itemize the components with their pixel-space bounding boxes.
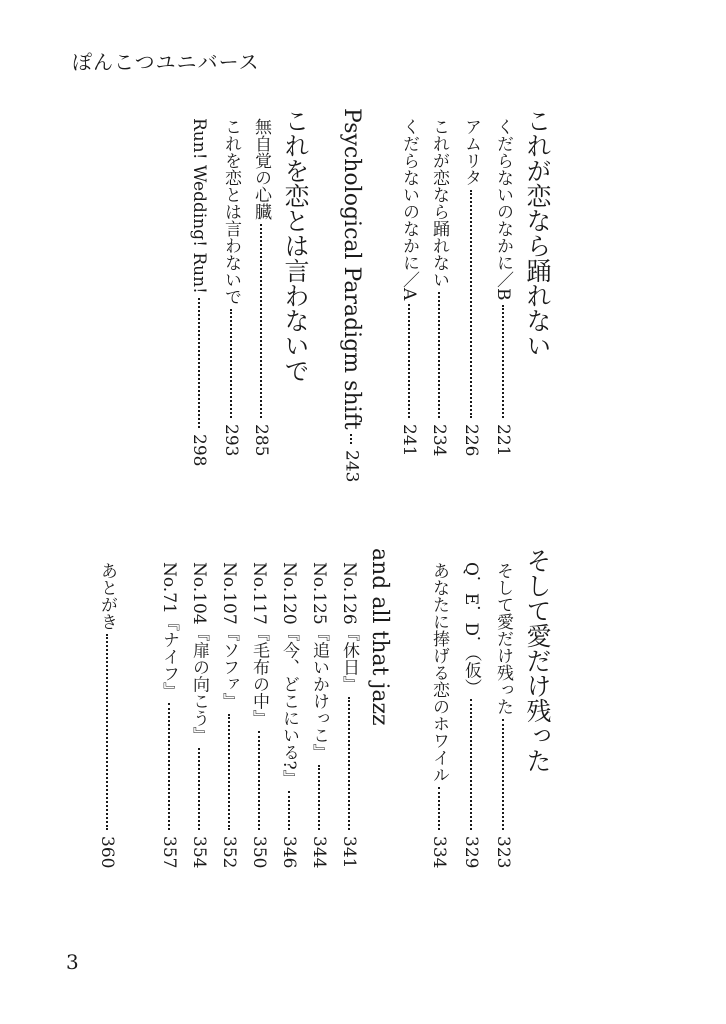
toc-entry-title: あなたに捧げる恋のホワイル [429,562,449,783]
toc-entry[interactable] [462,562,479,868]
dot-leader [198,298,200,428]
toc-entry-page: 234 [429,423,449,456]
toc-entry-title: くだらないのなかに／A [399,118,419,301]
toc-entry-page: 243 [341,449,362,483]
dot-leader [502,719,504,830]
toc-entry-page: 360 [97,835,117,868]
toc-entry[interactable] [462,118,479,456]
dot-leader [106,634,108,830]
toc-entry-title: アムリタ [461,118,481,186]
toc-entry[interactable] [340,562,357,868]
toc-entry-page: 352 [219,835,239,868]
toc-entry-title: No.125『追いかけっこ』 [309,562,329,761]
dot-leader [348,697,350,830]
toc-entry-title: Q．E．D．（仮） [461,562,481,696]
dot-leader [350,434,352,444]
toc-entry-title: No.126『休日』 [339,562,359,693]
toc-entry-page: 293 [221,423,241,456]
dot-leader [168,703,170,830]
toc-entry-afterword[interactable] [98,562,115,868]
dot-leader [288,791,290,830]
toc-entry-title: No.104『扉の向こう』 [189,562,209,744]
toc-entry[interactable] [190,562,207,868]
toc-entry-page: 221 [493,423,513,456]
dot-leader [438,787,440,830]
toc-entry-title: そして愛だけ残った [493,562,513,715]
dot-leader [258,731,260,830]
toc-entry-page: 334 [429,835,449,868]
toc-entry-title: これを恋とは言わないで [221,118,241,305]
toc-entry[interactable] [400,118,417,456]
dot-leader [438,292,440,418]
dot-leader [408,304,410,417]
toc-entry[interactable] [252,118,269,456]
toc-entry-title: あとがき [97,562,117,630]
section-title-5: and all that jazz [367,548,392,726]
toc-entry-page: 354 [189,835,209,868]
section-title-2[interactable] [339,108,364,483]
toc-entry-page: 298 [189,433,209,466]
toc-entry[interactable] [310,562,327,868]
toc-entry-title: No.120『今、どこにいる?』 [279,562,299,787]
toc-entry-page: 350 [249,835,269,868]
toc-entry[interactable] [250,562,267,868]
dot-leader [228,714,230,830]
toc-entry-title: 無自覚の心臓 [251,118,271,220]
toc-entry[interactable] [160,562,177,868]
toc-entry[interactable] [190,118,207,466]
dot-leader [230,309,232,418]
toc-entry[interactable] [430,118,447,456]
toc-entry-page: 341 [339,835,359,868]
section-title-4: そして愛だけ残った [523,548,552,773]
toc-entry-title: Run! Wedding! Run! [189,118,209,294]
toc-entry-title: これが恋なら踊れない [429,118,449,288]
toc-entry-page: 241 [399,423,419,456]
toc-entry-page: 329 [461,835,481,868]
toc-entry[interactable] [494,562,511,868]
book-title-header: ぽんこつユニバース [72,50,260,74]
toc-entry-title: Psychological Paradigm shift [339,108,364,430]
toc-entry-title: No.117『毛布の中』 [249,562,269,727]
page-number: 3 [66,950,79,974]
toc-entry-page: 285 [251,423,271,456]
toc-entry-page: 357 [159,835,179,868]
toc-entry[interactable] [222,118,239,456]
toc-entry[interactable] [280,562,297,868]
dot-leader [502,305,504,418]
section-title-1: これが恋なら踊れない [523,108,552,358]
toc-entry-page: 346 [279,835,299,868]
section-title-3: これを恋とは言わないで [281,108,310,383]
toc-entry[interactable] [494,118,511,456]
dot-leader [198,748,200,830]
dot-leader [260,224,262,418]
toc-entry-title: No.107『ソファ』 [219,562,239,710]
dot-leader [470,699,472,829]
toc-entry-title: くだらないのなかに／B [493,118,513,301]
toc-entry-page: 344 [309,835,329,868]
toc-entry-title: No.71『ナイフ』 [159,562,179,699]
toc-entry-page: 226 [461,423,481,456]
dot-leader [318,765,320,830]
toc-entry[interactable] [430,562,447,868]
toc-entry[interactable] [220,562,237,868]
toc-entry-page: 323 [493,835,513,868]
dot-leader [470,190,472,418]
